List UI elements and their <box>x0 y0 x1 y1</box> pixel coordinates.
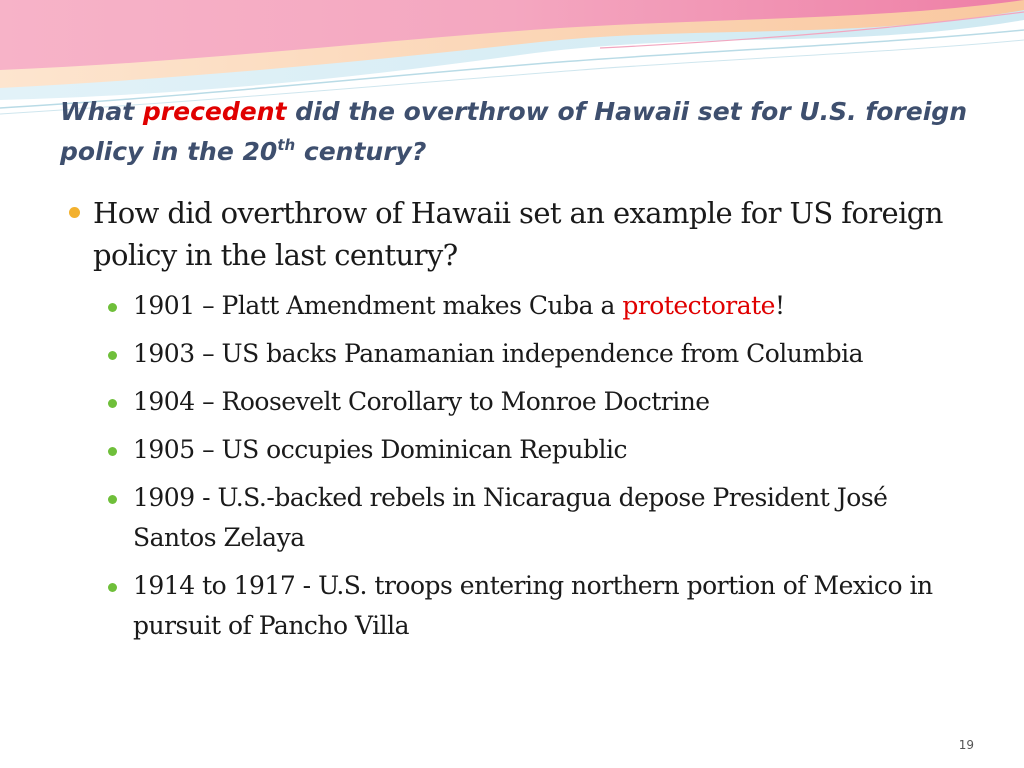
sub-bullet-text: 1914 to 1917 - U.S. troops entering northern portion of Mexico in pursuit of Pancho Villa <box>133 571 933 640</box>
main-bullet <box>64 192 964 276</box>
sub-bullet-1903 <box>64 334 964 374</box>
bullet-dot-icon <box>108 583 117 592</box>
bullet-dot-icon <box>108 495 117 504</box>
slide-body <box>64 192 964 654</box>
bullet-dot-icon <box>108 351 117 360</box>
sub-bullet-suffix: ! <box>774 291 785 320</box>
sub-bullet-text: 1905 – US occupies Dominican Republic <box>133 435 627 464</box>
sub-bullet-text: 1903 – US backs Panamanian independence from Columbia <box>133 339 863 368</box>
bullet-dot-icon <box>108 447 117 456</box>
title-accent-word: precedent <box>142 97 287 126</box>
bullet-dot-icon <box>108 399 117 408</box>
bullet-dot-icon <box>69 207 80 218</box>
bullet-dot-icon <box>108 303 117 312</box>
sub-bullet-1905 <box>64 430 964 470</box>
slide-number: 19 <box>958 738 974 752</box>
sub-bullet-text: 1904 – Roosevelt Corollary to Monroe Doctrine <box>133 387 710 416</box>
main-bullet-text: How did overthrow of Hawaii set an example for US foreign policy in the last century? <box>93 196 943 272</box>
title-part3: century? <box>295 137 427 166</box>
slide-title <box>60 92 980 172</box>
bullet-list <box>64 192 964 276</box>
sub-bullet-1914 <box>64 566 964 646</box>
title-superscript: th <box>277 136 296 154</box>
sub-bullet-1909 <box>64 478 964 558</box>
sub-bullet-1901 <box>64 286 964 326</box>
title-part1: What <box>60 97 143 126</box>
sub-bullet-list <box>64 286 964 646</box>
accent-protectorate: protectorate <box>622 291 775 320</box>
sub-bullet-text: 1901 – Platt Amendment makes Cuba a <box>133 291 623 320</box>
sub-bullet-1904 <box>64 382 964 422</box>
title-part2: did the overthrow of Hawaii set for U.S. foreign policy in the 20 <box>60 97 967 166</box>
sub-bullet-text: 1909 - U.S.-backed rebels in Nicaragua depose President José Santos Zelaya <box>133 483 888 552</box>
